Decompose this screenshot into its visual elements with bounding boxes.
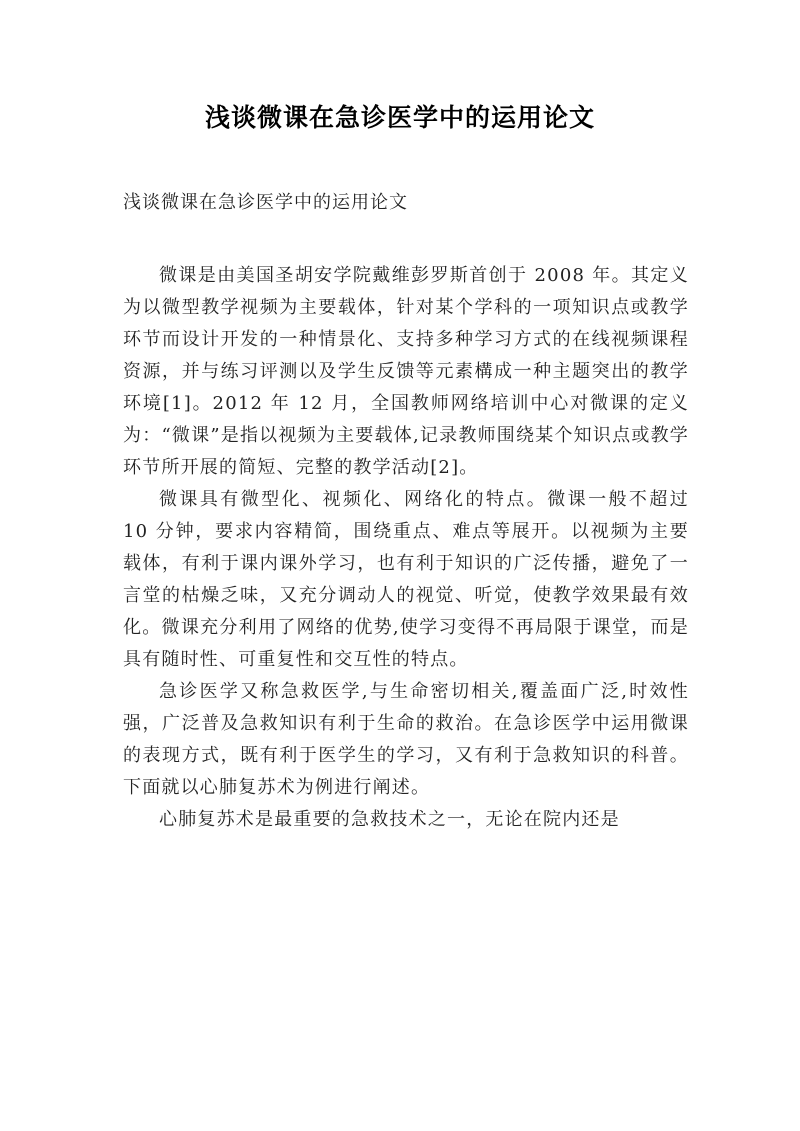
document-title: 浅谈微课在急诊医学中的运用论文 [204,103,595,132]
paragraph-4: 心肺复苏术是最重要的急救技术之一，无论在院内还是 [159,809,620,830]
paragraph-1: 微课是由美国圣胡安学院戴维彭罗斯首创于 2008 年。其定义为以微型教学视频为主要载体，针对某个学科的一项知识点或教学环节而设计开发的一种情景化、支持多种学习方式的在线视频课程资源，并与练习评测以及学生反馈等元素構成一种主题突出的教学环境[1]。2012 年 12 月，全国教师网络培训中心对微课的定义为：“微课”是指以视频为主要载体,记录教师围绕某个知识点或教学环节所开展的简短、完整的教学活动[2]。 [123,265,689,478]
document-body [123,260,689,836]
paragraph-3: 急诊医学又称急救医学,与生命密切相关,覆盖面广泛,时效性强，广泛普及急救知识有利于生命的救治。在急诊医学中运用微课的表现方式，既有利于医学生的学习，又有利于急救知识的科普。下面就以心肺复苏术为例进行阐述。 [123,681,689,798]
paragraph-2: 微课具有微型化、视频化、网络化的特点。微课一般不超过 10 分钟，要求内容精简，围绕重点、难点等展开。以视频为主要载体，有利于课内课外学习，也有利于知识的广泛传播，避免了一言堂的枯燥乏味，又充分调动人的视觉、听觉，使教学效果最有效化。微课充分利用了网络的优势,使学习变得不再局限于课堂，而是具有随时性、可重复性和交互性的特点。 [123,489,689,670]
document-subtitle: 浅谈微课在急诊医学中的运用论文 [123,192,408,213]
